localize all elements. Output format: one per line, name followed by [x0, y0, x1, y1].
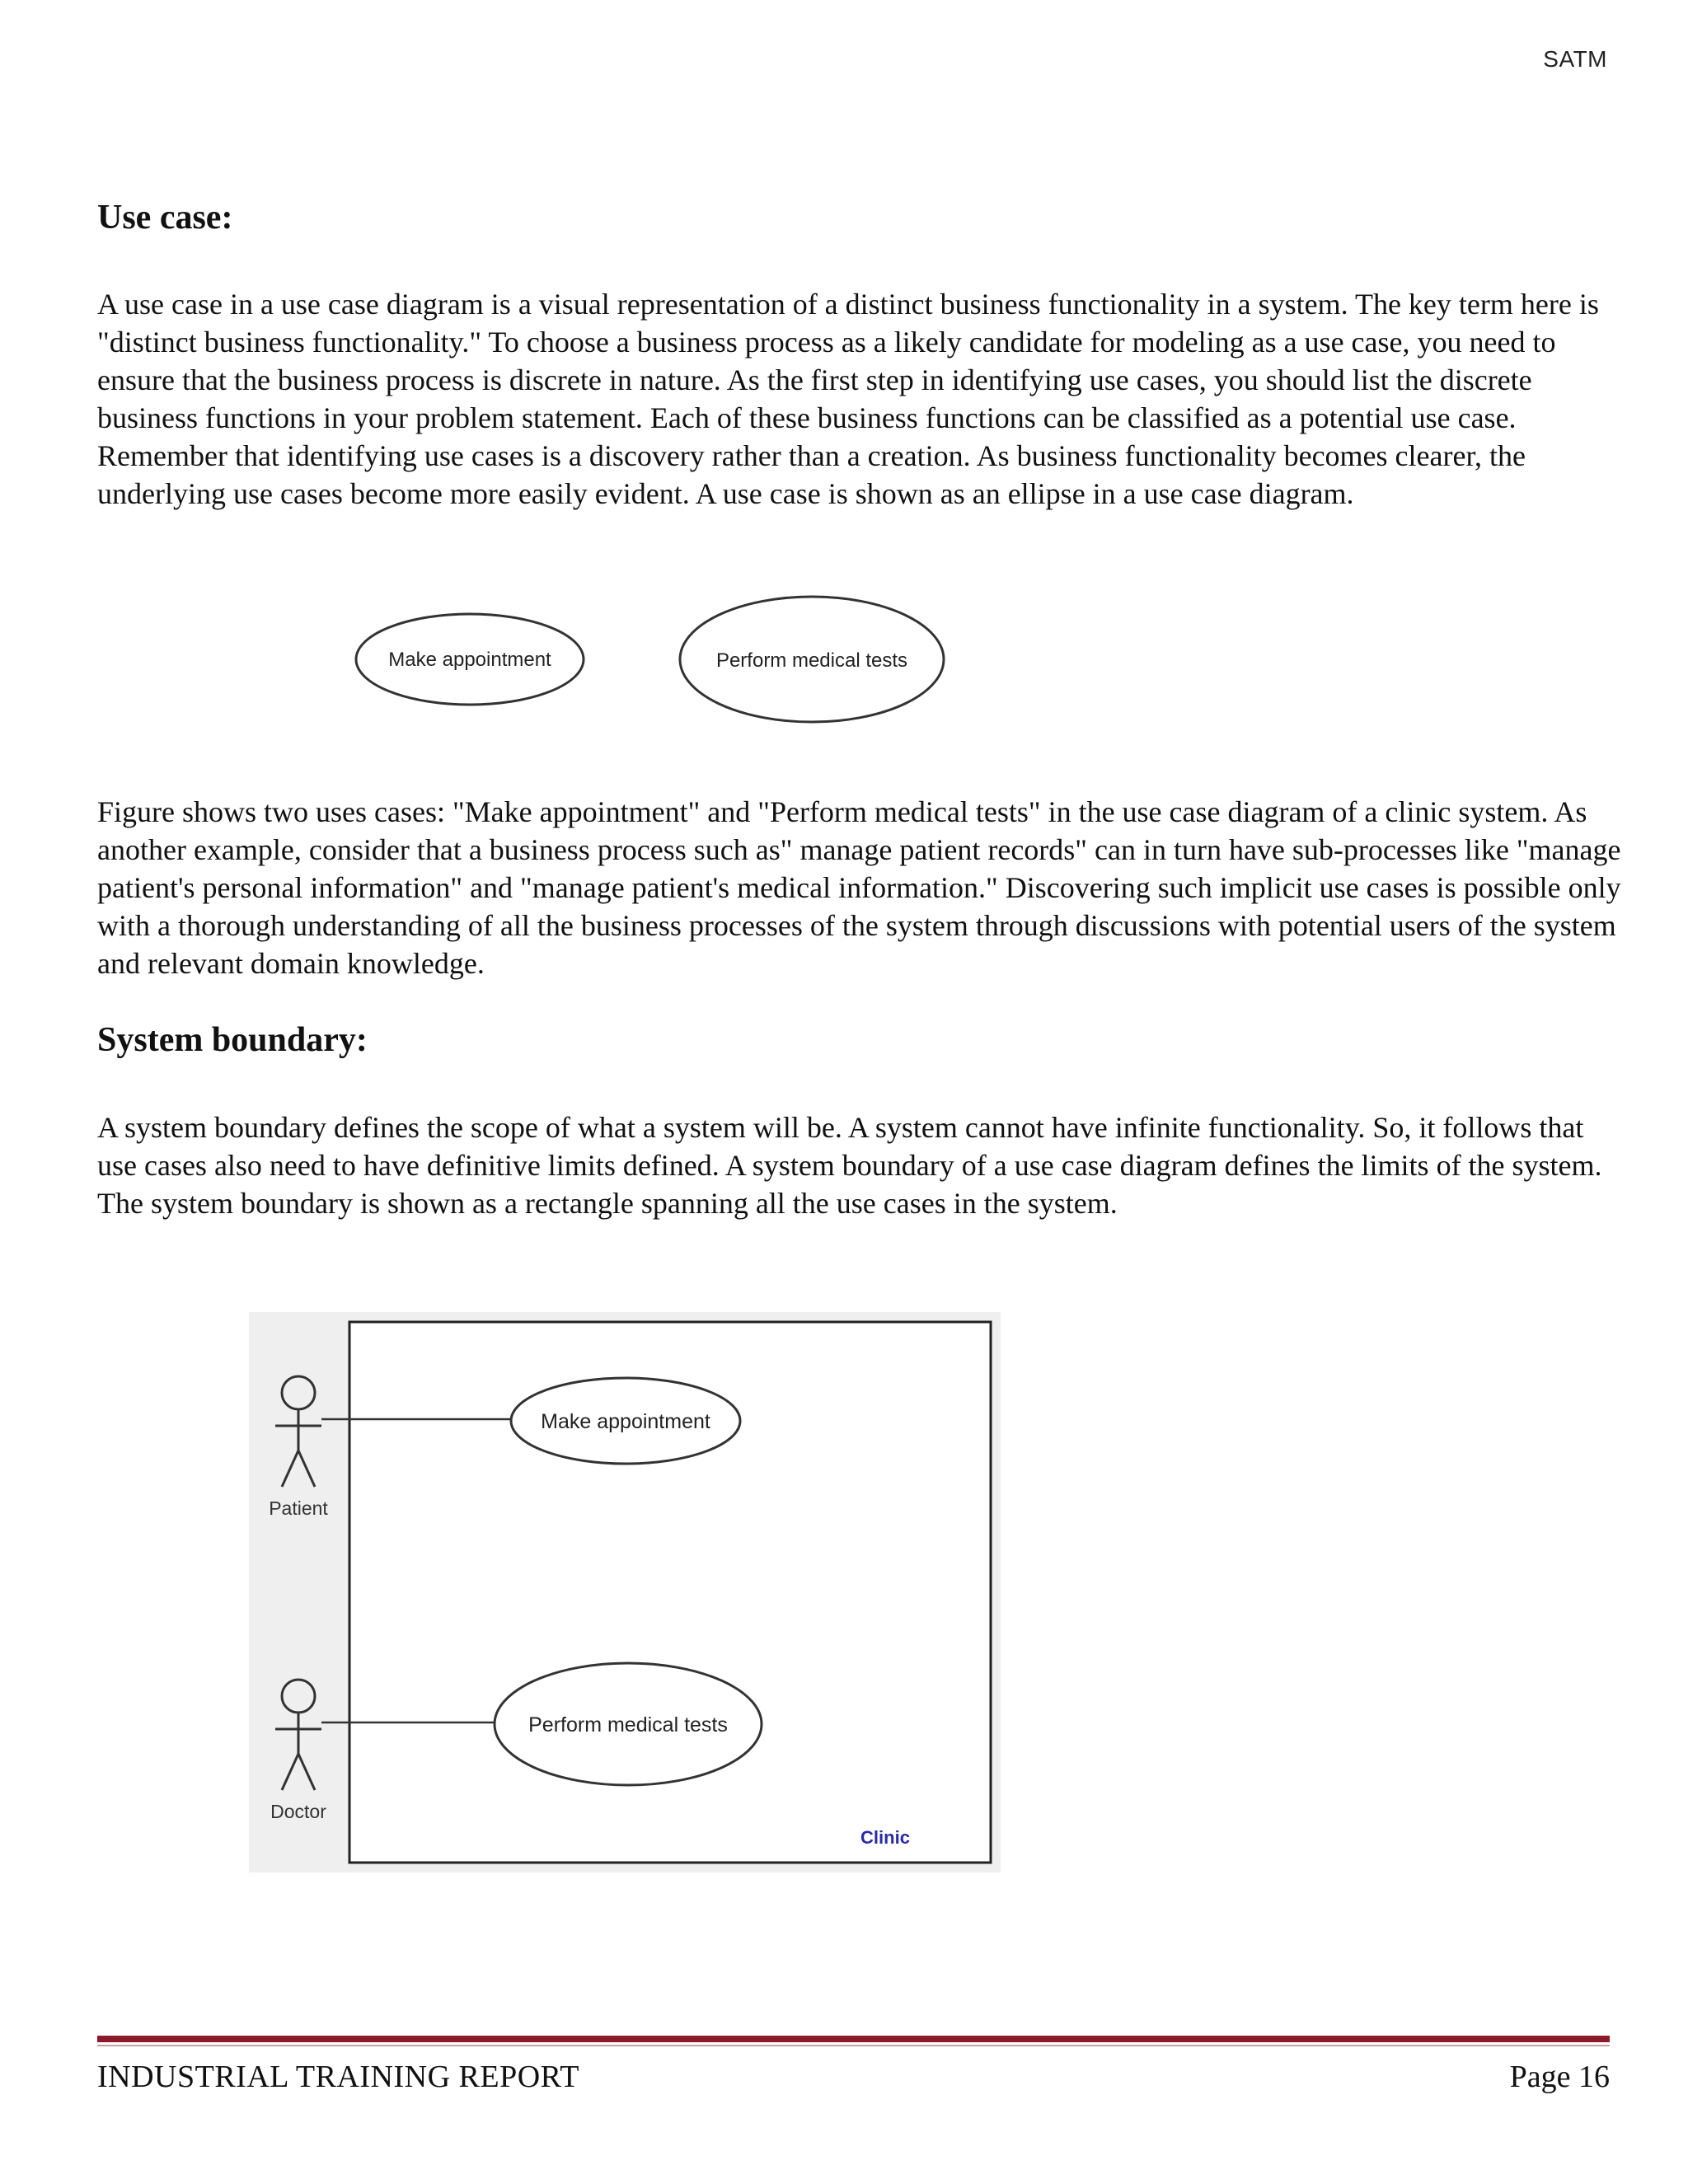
perform-medical-tests-usecase: [680, 597, 944, 722]
system-boundary-heading: System boundary:: [97, 1021, 368, 1059]
clinic-system-label: Clinic: [860, 1827, 910, 1848]
system-boundary-diagram: [249, 1312, 1001, 1872]
figure-description-paragraph: Figure shows two uses cases: "Make appointment" and "Perform medical tests" in the use case diagram of a clinic system. As another example, consider that a business process such as" manage patient records" can in turn have sub-processes like "manage patient's personal information" and "manage patient's medical information." Discovering such implicit use cases is possible only with a thorough understanding of all the business processes of the system through discussions with potential users of the system and relevant domain knowledge.: [97, 795, 1621, 980]
doctor-label: Doctor: [270, 1801, 326, 1822]
diagram-make-appointment-label: Make appointment: [541, 1410, 710, 1433]
footer-title: INDUSTRIAL TRAINING REPORT: [97, 2060, 579, 2094]
footer-divider: [97, 2036, 1610, 2042]
diagram-perform-medical-tests-usecase: [495, 1663, 762, 1785]
footer-divider-thin: [97, 2045, 1610, 2046]
use-case-paragraph: A use case in a use case diagram is a visual representation of a distinct business functionality in a system. The key term here is "distinct business functionality." To choose a business process as a likely candidate for modeling as a use case, you need to ensure that the business process is discrete in nature. As the first step in identifying use cases, you should list the discrete business functions in your problem statement. Each of these business functions can be classified as a potential use case. Remember that identifying use cases is a discovery rather than a creation. As business functionality becomes clearer, the underlying use cases become more easily evident. A use case is shown as an ellipse in a use case diagram.: [97, 288, 1599, 510]
patient-label: Patient: [269, 1497, 328, 1519]
use-case-ellipses-figure: [354, 581, 981, 738]
header-mark: SATM: [1543, 46, 1607, 72]
system-boundary-paragraph: A system boundary defines the scope of what a system will be. A system cannot have infinite functionality. So, it follows that use cases also need to have definitive limits defined. A system boundary of a use case diagram defines the limits of the system. The system boundary is shown as a rectangle spanning all the use cases in the system.: [97, 1111, 1602, 1220]
perform-medical-tests-label: Perform medical tests: [715, 649, 908, 672]
use-case-heading: Use case:: [97, 199, 233, 237]
make-appointment-usecase: [356, 614, 584, 705]
diagram-make-appointment-usecase: [511, 1378, 740, 1464]
make-appointment-label: Make appointment: [388, 649, 551, 671]
page-number: Page 16: [1509, 2060, 1610, 2094]
diagram-perform-medical-tests-label: Perform medical tests: [528, 1713, 728, 1736]
